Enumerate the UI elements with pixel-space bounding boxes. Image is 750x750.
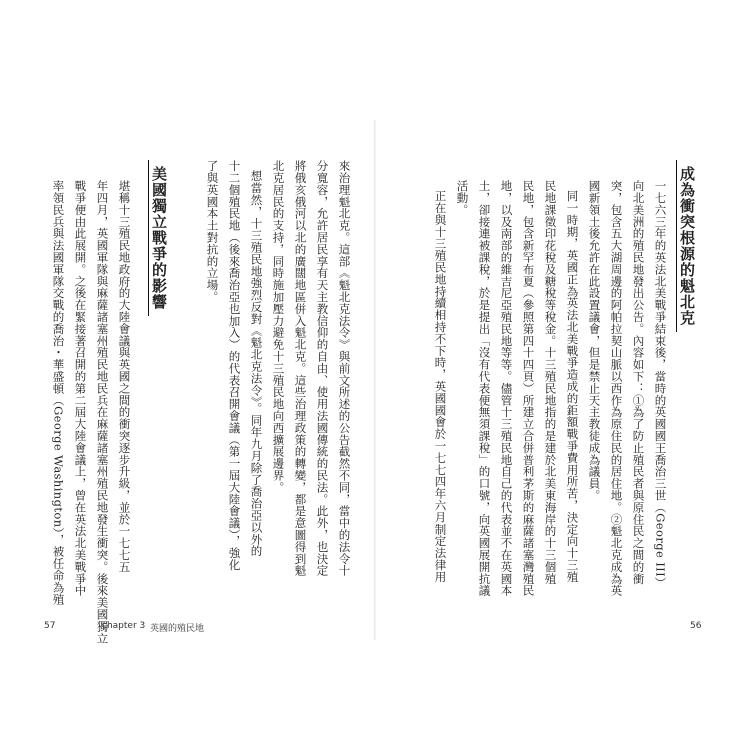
right-page-heading [676, 160, 700, 332]
left-col-7: 了與英國本土對抗的立場。 [205, 160, 220, 303]
right-col-5: 同一時期，英國正為英法北美戰爭造成的鉅額戰爭費用所苦，決定向十三殖 [565, 190, 580, 583]
left-col-3: 將俄亥俄河以北的廣闊地區併入魁北克。這些治理政策的轉變，都是意圖得到魁 [293, 160, 308, 577]
left-col-10: 戰爭便由此展開。之後在緊接著召開的第二屆大陸會議上，曾在英法北美戰爭中 [73, 180, 88, 597]
right-col-11: 正在與十三殖民地持續相持不下時，英國國會於一七七四年六月制定法律用 [433, 190, 448, 583]
right-col-2: 向北美洲的殖民地發出公告。內容如下：①為了防止殖民者與原住民之間的衝 [631, 180, 646, 585]
right-col-7: 民地，包含新罕布夏（參照第四十四頁）所建立合併普利茅斯的麻薩諸塞灣殖民 [521, 180, 536, 597]
left-col-11: 率領民兵與法國軍隊交戰的喬治・華盛頓（George Washington），被任命為殖 [51, 180, 66, 606]
left-col-9: 年四月，英國軍隊與麻薩諸塞州殖民地民兵在麻薩諸塞州殖民地發生衝突。後來美國獨立 [95, 180, 110, 645]
left-heading-text: 美國獨立戰爭的影響 [150, 166, 168, 310]
right-heading-text: 成為衝突根源的魁北克 [678, 166, 696, 326]
left-col-4: 北克居民的支持，同時施加壓力避免十三殖民地向西擴展邊界。 [271, 160, 286, 494]
right-page-number: 56 [690, 621, 702, 631]
right-col-9: 土，卻接連被課稅，於是提出「沒有代表便無須課稅」的口號，向英國展開抗議 [477, 180, 492, 597]
left-col-8: 堪稱十三殖民地政府的大陸會議與英國之間的衝突逐步升級，並於一七七五 [117, 180, 132, 573]
right-col-1: 一七六三年的英法北美戰爭結束後，當時的英國國王喬治三世（George III） [653, 180, 668, 589]
chapter-label: chapter 3 [102, 621, 146, 631]
left-page-heading [148, 160, 172, 316]
chapter-title: 英國的殖民地 [150, 624, 205, 634]
page-gutter [374, 120, 376, 640]
right-col-6: 民地課徵印花稅及糖稅等稅金。十三殖民地指的是建於北美東海岸的十三個殖 [543, 180, 558, 585]
left-col-1: 來治理魁北克。這部《魁北克法令》與前文所述的公告截然不同，當中的法令十 [337, 160, 352, 577]
left-page-number: 57 [44, 621, 56, 631]
right-col-4: 國新領土後允許在此設置議會，但是禁止天主教徒成為議員。 [587, 180, 602, 502]
left-col-5: 想當然，十三殖民地強烈反對《魁北克法令》。同年九月除了喬治亞以外的 [249, 170, 264, 557]
right-col-3: 突，包含五大湖周邊的阿帕拉契山脈以西作為原住民的居住地。②魁北克成為英 [609, 180, 624, 597]
right-col-8: 地，以及南部的維吉尼亞殖民地等等。儘管十三殖民地自己的代表並不在英國本 [499, 180, 514, 597]
right-col-10: 活動。 [455, 180, 470, 216]
left-col-6: 十二個殖民地（後來喬治亞也加入）的代表召開會議（第一屆大陸會議），強化 [227, 160, 242, 571]
left-col-2: 分寬容，允許居民享有天主教信仰的自由、使用法國傳統的民法。此外，也決定 [315, 160, 330, 577]
